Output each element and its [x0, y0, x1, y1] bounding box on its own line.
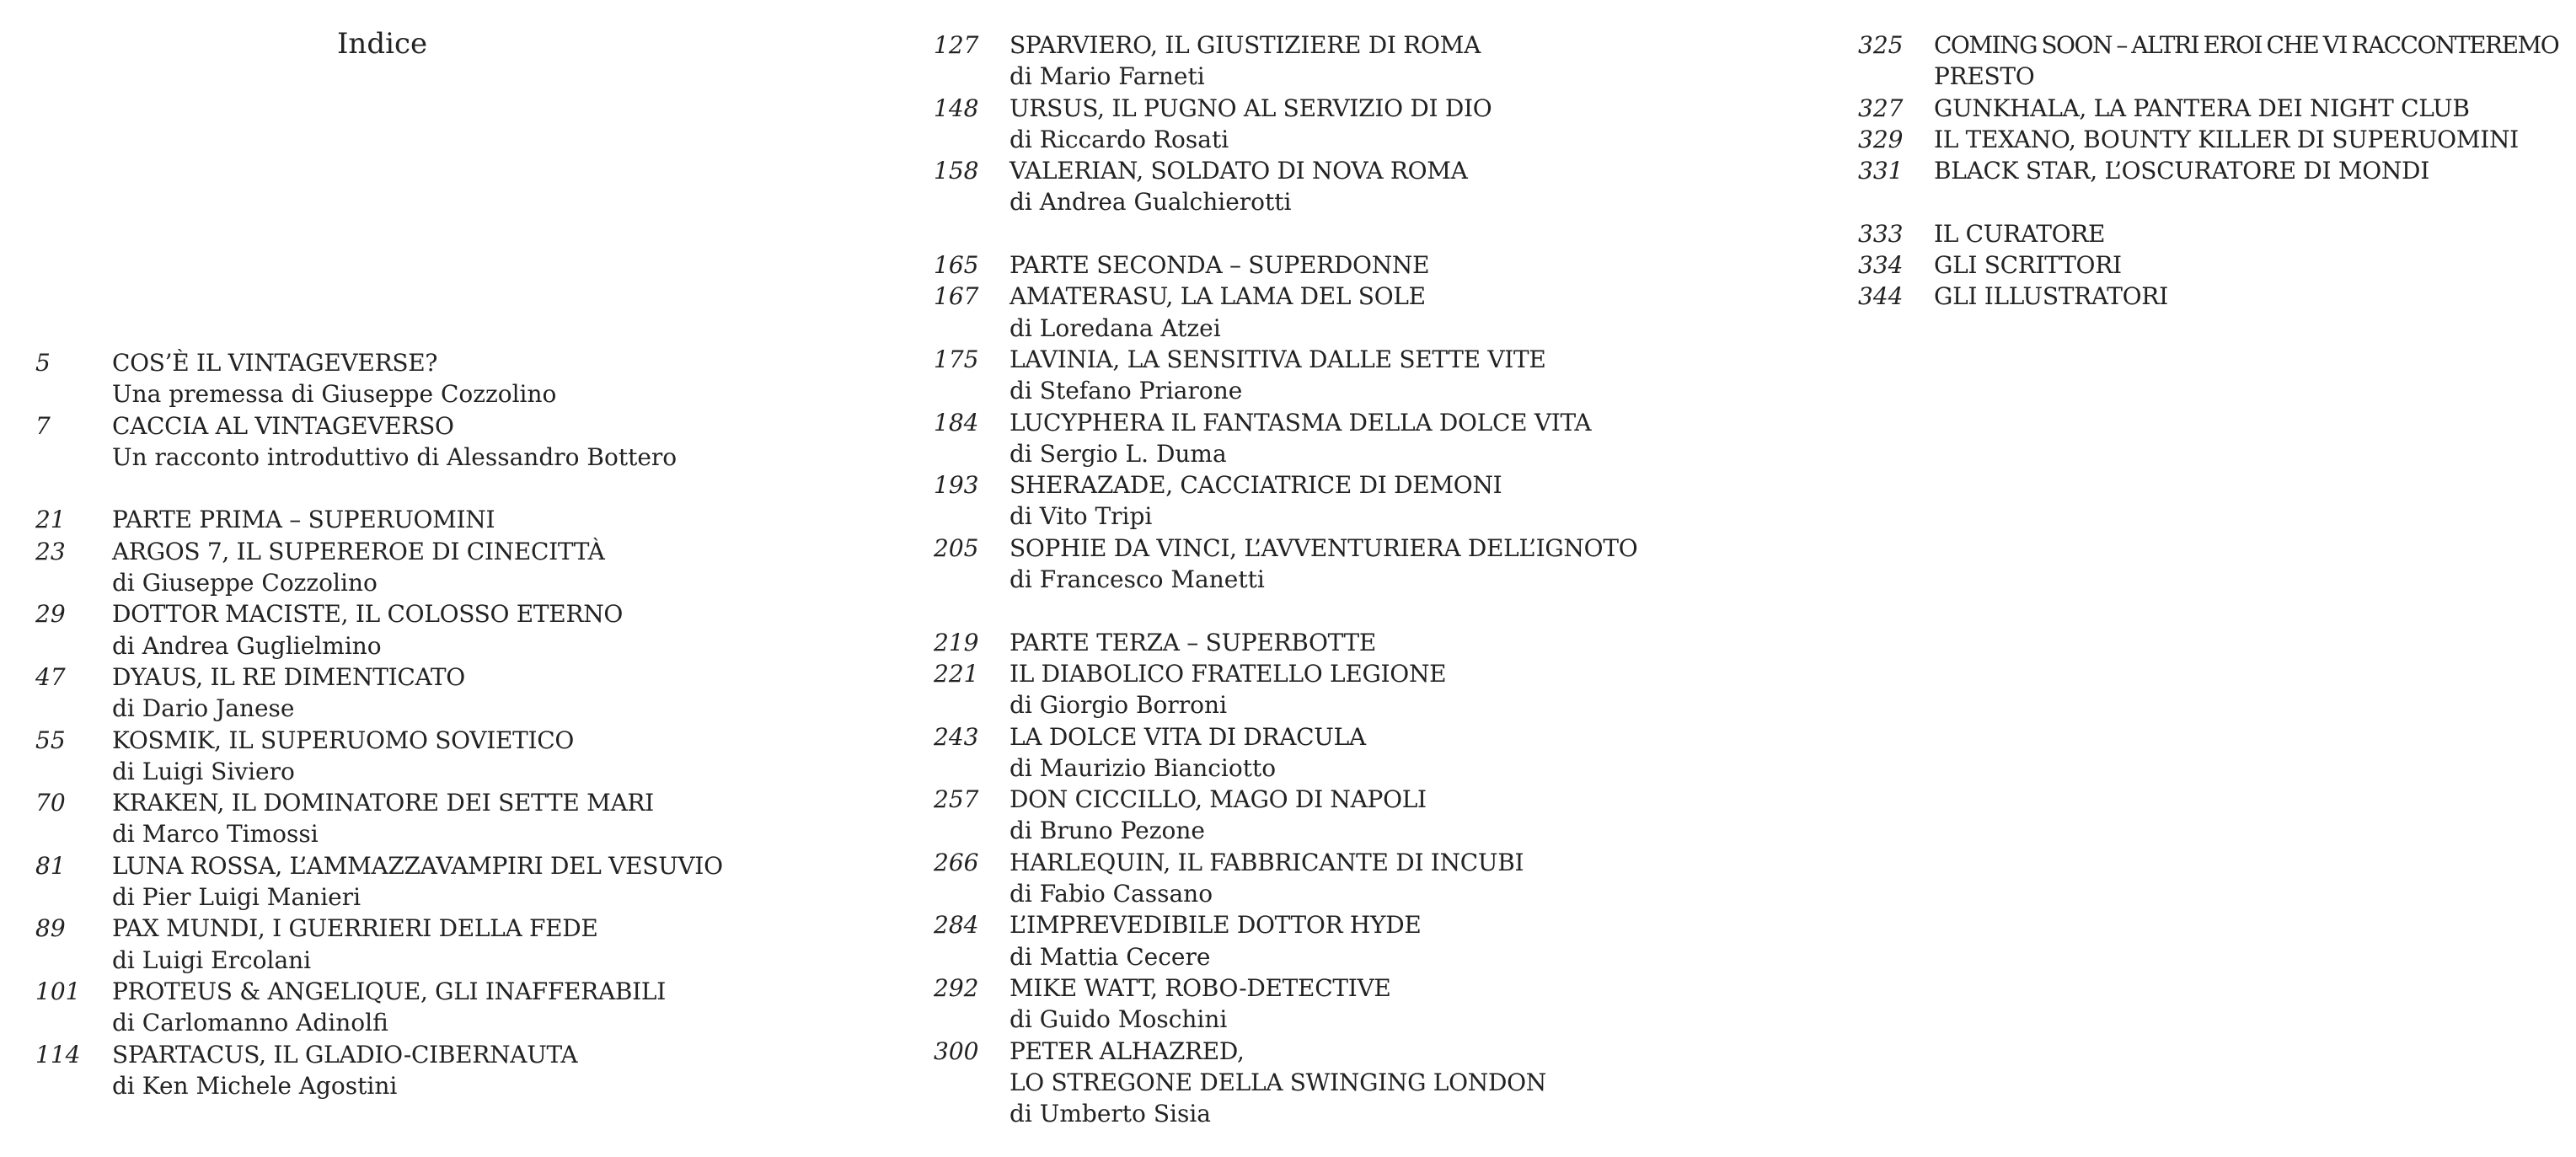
entry-title: BLACK STAR, L’OSCURATORE DI MONDI: [1934, 157, 2429, 185]
page-number: 300: [934, 1036, 979, 1065]
entry-author: di Stefano Priarone: [1010, 377, 1243, 405]
page-number: 193: [934, 471, 979, 500]
toc-entry[interactable]: [1845, 124, 2558, 155]
entry-title: SPARVIERO, IL GIUSTIZIERE DI ROMA: [1010, 31, 1481, 59]
entry-title: SHERAZADE, CACCIATRICE DI DEMONI: [1010, 471, 1502, 500]
page-number: 89: [35, 914, 66, 943]
entry-author: di Ken Michele Agostini: [112, 1071, 398, 1100]
toc-entry[interactable]: [1845, 249, 2558, 281]
page-number: 243: [934, 722, 979, 751]
entry-title: ARGOS 7, IL SUPEREROE DI CINECITTÀ: [112, 537, 605, 565]
entry-title: LAVINIA, LA SENSITIVA DALLE SETTE VITE: [1010, 345, 1546, 373]
entry-title: SPARTACUS, IL GLADIO-CIBERNAUTA: [112, 1040, 578, 1069]
page-number: 167: [934, 282, 979, 311]
page-number: 158: [934, 157, 979, 185]
toc-entry[interactable]: [918, 29, 1637, 93]
toc-entry[interactable]: [918, 155, 1637, 218]
toc-entry[interactable]: [918, 407, 1637, 470]
toc-entry[interactable]: [918, 658, 1637, 721]
entry-title: COS’È IL VINTAGEVERSE?: [112, 349, 438, 377]
toc-list-3: [1845, 29, 2558, 313]
toc-entry[interactable]: [918, 972, 1637, 1036]
toc-entry[interactable]: [1845, 93, 2558, 124]
page-number: 165: [934, 251, 979, 280]
page-number: 327: [1858, 94, 1904, 122]
page-number: 266: [934, 848, 979, 876]
entry-title: LUCYPHERA IL FANTASMA DELLA DOLCE VITA: [1010, 408, 1592, 437]
page-number: 7: [35, 411, 51, 440]
page-number: 5: [35, 349, 51, 377]
toc-entry[interactable]: [0, 787, 723, 850]
entry-author: di Luigi Siviero: [112, 757, 295, 785]
entry-title: COMING SOON – ALTRI EROI CHE VI RACCONTEREMO: [1934, 31, 2559, 59]
page-number: 331: [1858, 157, 1904, 185]
entry-author: di Luigi Ercolani: [112, 945, 312, 974]
toc-entry[interactable]: [0, 410, 723, 474]
entry-title: DYAUS, IL RE DIMENTICATO: [112, 662, 465, 691]
entry-title: SOPHIE DA VINCI, L’AVVENTURIERA DELL’IGNOTO: [1010, 533, 1638, 562]
page-number: 81: [35, 851, 66, 880]
toc-entry[interactable]: [0, 913, 723, 976]
toc-entry[interactable]: [918, 847, 1637, 910]
entry-title: URSUS, IL PUGNO AL SERVIZIO DI DIO: [1010, 94, 1492, 122]
section-title: PARTE SECONDA – SUPERDONNE: [1010, 251, 1430, 280]
entry-title: GLI SCRITTORI: [1934, 251, 2122, 280]
entry-author: di Fabio Cassano: [1010, 880, 1213, 908]
toc-entry[interactable]: [918, 344, 1637, 407]
toc-entry[interactable]: [1845, 155, 2558, 186]
page-number: 175: [934, 345, 979, 373]
toc-entry[interactable]: [0, 662, 723, 725]
entry-title: CACCIA AL VINTAGEVERSO: [112, 411, 454, 440]
entry-author: di Loredana Atzei: [1010, 313, 1221, 342]
entry-author: di Maurizio Bianciotto: [1010, 753, 1277, 782]
page-number: 325: [1858, 31, 1904, 59]
toc-entry[interactable]: [918, 909, 1637, 972]
page-number: 221: [934, 659, 979, 688]
toc-entry[interactable]: [1845, 281, 2558, 312]
page-number: 334: [1858, 251, 1904, 280]
entry-author: di Andrea Gualchierotti: [1010, 188, 1292, 217]
entry-title: LA DOLCE VITA DI DRACULA: [1010, 722, 1366, 751]
entry-title: PETER ALHAZRED,: [1010, 1036, 1245, 1065]
entry-title: LUNA ROSSA, L’AMMAZZAVAMPIRI DEL VESUVIO: [112, 851, 723, 880]
entry-title: VALERIAN, SOLDATO DI NOVA ROMA: [1010, 157, 1468, 185]
entry-author: di Dario Janese: [112, 694, 295, 723]
toc-section-heading[interactable]: [918, 249, 1637, 281]
entry-author: di Mario Farneti: [1010, 62, 1205, 91]
page-number: 127: [934, 31, 979, 59]
entry-author: di Marco Timossi: [112, 820, 319, 849]
entry-title-continued: PRESTO: [1934, 62, 2035, 91]
entry-title: DON CICCILLO, MAGO DI NAPOLI: [1010, 785, 1427, 814]
toc-entry[interactable]: [918, 469, 1637, 533]
toc-entry[interactable]: [918, 533, 1637, 596]
page-number: 114: [35, 1040, 81, 1069]
entry-title: AMATERASU, LA LAMA DEL SOLE: [1010, 282, 1426, 311]
entry-title-continued: LO STREGONE DELLA SWINGING LONDON: [1010, 1068, 1546, 1096]
index-title: Indice: [337, 27, 428, 61]
toc-entry[interactable]: [1845, 218, 2558, 249]
toc-section-heading[interactable]: [0, 504, 723, 535]
toc-entry[interactable]: [0, 598, 723, 662]
entry-author: di Sergio L. Duma: [1010, 439, 1227, 468]
page-number: 70: [35, 789, 66, 817]
entry-author: di Giorgio Borroni: [1010, 691, 1228, 720]
entry-author: di Pier Luigi Manieri: [112, 883, 361, 912]
entry-author: di Riccardo Rosati: [1010, 125, 1229, 153]
page-number: 333: [1858, 219, 1904, 248]
page-number: 257: [934, 785, 979, 814]
entry-author: di Vito Tripi: [1010, 502, 1153, 531]
toc-section-heading[interactable]: [918, 627, 1637, 658]
page-number: 219: [934, 628, 979, 656]
section-title: PARTE PRIMA – SUPERUOMINI: [112, 506, 495, 534]
page-number: 344: [1858, 282, 1904, 311]
page-number: 23: [35, 537, 66, 565]
entry-title: DOTTOR MACISTE, IL COLOSSO ETERNO: [112, 600, 624, 629]
entry-title: IL DIABOLICO FRATELLO LEGIONE: [1010, 659, 1447, 688]
page-number: 148: [934, 94, 979, 122]
entry-title: HARLEQUIN, IL FABBRICANTE DI INCUBI: [1010, 848, 1524, 876]
page-number: 101: [35, 977, 81, 1005]
entry-title: GLI ILLUSTRATORI: [1934, 282, 2168, 311]
toc-entry[interactable]: [918, 721, 1637, 785]
toc-entry[interactable]: [0, 1039, 723, 1102]
entry-author: Un racconto introduttivo di Alessandro Bottero: [112, 442, 677, 471]
entry-title: IL CURATORE: [1934, 219, 2106, 248]
entry-title: IL TEXANO, BOUNTY KILLER DI SUPERUOMINI: [1934, 125, 2519, 153]
entry-title: KRAKEN, IL DOMINATORE DEI SETTE MARI: [112, 789, 654, 817]
entry-title: GUNKHALA, LA PANTERA DEI NIGHT CLUB: [1934, 94, 2470, 122]
entry-author: di Carlomanno Adinolfi: [112, 1009, 388, 1037]
toc-entry[interactable]: [918, 93, 1637, 156]
page-number: 329: [1858, 125, 1904, 153]
toc-entry[interactable]: [0, 850, 723, 913]
toc-entry[interactable]: [918, 1036, 1637, 1130]
toc-entry[interactable]: [0, 725, 723, 788]
toc-entry[interactable]: [0, 976, 723, 1039]
entry-author: di Giuseppe Cozzolino: [112, 569, 378, 597]
entry-author: Una premessa di Giuseppe Cozzolino: [112, 380, 557, 409]
toc-entry[interactable]: [1845, 29, 2558, 93]
section-title: PARTE TERZA – SUPERBOTTE: [1010, 628, 1377, 656]
entry-author: di Umberto Sisia: [1010, 1100, 1211, 1128]
entry-author: di Bruno Pezone: [1010, 817, 1205, 845]
page-number: 205: [934, 533, 979, 562]
page-number: 284: [934, 911, 979, 940]
entry-author: di Andrea Guglielmino: [112, 631, 382, 660]
toc-list-2: [918, 29, 1637, 1129]
entry-author: di Francesco Manetti: [1010, 565, 1265, 594]
entry-title: KOSMIK, IL SUPERUOMO SOVIETICO: [112, 726, 575, 754]
page-number: 29: [35, 600, 66, 629]
page-number: 184: [934, 408, 979, 437]
page-number: 21: [35, 506, 66, 534]
entry-title: MIKE WATT, ROBO-DETECTIVE: [1010, 973, 1391, 1002]
entry-title: L’IMPREVEDIBILE DOTTOR HYDE: [1010, 911, 1422, 940]
entry-author: di Guido Moschini: [1010, 1005, 1228, 1034]
toc-entry[interactable]: [918, 784, 1637, 847]
entry-author: di Mattia Cecere: [1010, 942, 1211, 971]
toc-list-1: [0, 347, 723, 1101]
page-number: 55: [35, 726, 66, 754]
toc-entry[interactable]: [0, 347, 723, 410]
toc-entry[interactable]: [918, 281, 1637, 344]
toc-entry[interactable]: [0, 536, 723, 599]
entry-title: PAX MUNDI, I GUERRIERI DELLA FEDE: [112, 914, 598, 943]
page-number: 292: [934, 973, 979, 1002]
entry-title: PROTEUS & ANGELIQUE, GLI INAFFERABILI: [112, 977, 666, 1005]
page-number: 47: [35, 662, 66, 691]
